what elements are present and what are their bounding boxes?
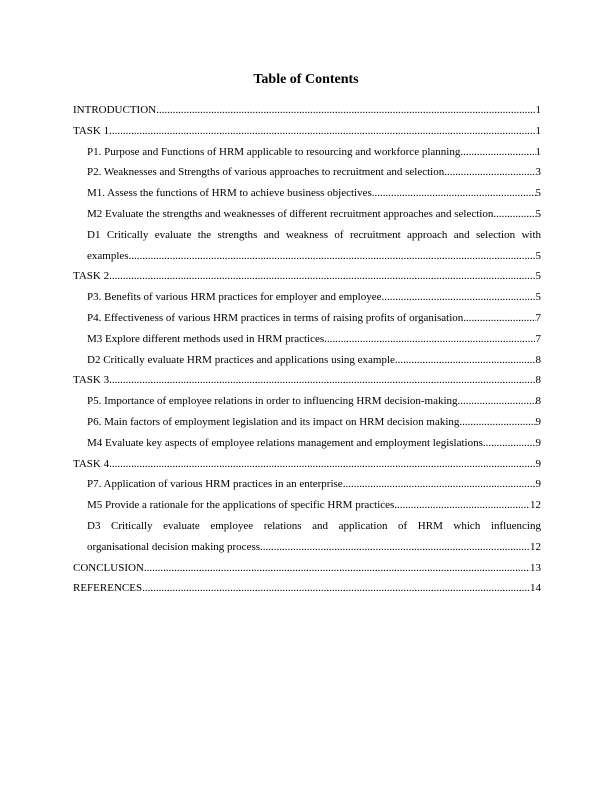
toc-page-number: 8: [535, 353, 541, 366]
toc-page-number: 1: [535, 145, 541, 158]
toc-entry-conclusion[interactable]: [73, 558, 541, 579]
toc-dot-leader: [129, 246, 536, 267]
toc-page-number: 12: [530, 540, 541, 553]
toc-dot-leader: [381, 287, 535, 308]
toc-entry-text-line-1: D1 Critically evaluate the strengths and weakness of recruitment approach and selection with: [87, 228, 541, 241]
toc-entry-text: P6. Main factors of employment legislation and its impact on HRM decision making: [87, 415, 460, 428]
toc-page-number: 9: [535, 478, 541, 491]
toc-entry-text: P3. Benefits of various HRM practices for employer and employee: [87, 291, 382, 304]
toc-page-number: 14: [530, 582, 541, 595]
toc-dot-leader: [372, 183, 536, 204]
toc-entry-text: M5 Provide a rationale for the applications of specific HRM practices: [87, 499, 395, 512]
toc-entry-p4[interactable]: [73, 308, 541, 329]
toc-entry-d1[interactable]: [73, 225, 541, 267]
toc-entry-p6[interactable]: [73, 412, 541, 433]
toc-dot-leader: [460, 142, 535, 163]
toc-entry-task-1[interactable]: [73, 121, 541, 142]
toc-entry-text: M1. Assess the functions of HRM to achieve business objectives: [87, 187, 372, 200]
toc-entry-text-line-1: D3 Critically evaluate employee relations and application of HRM which influencing: [87, 519, 541, 532]
toc-page-number: 9: [535, 415, 541, 428]
toc-dot-leader: [142, 578, 530, 599]
toc-dot-leader: [324, 329, 535, 350]
toc-dot-leader: [483, 433, 536, 454]
toc-entry-text: TASK 3: [73, 374, 110, 387]
toc-entry-text: D2 Critically evaluate HRM practices and applications using example: [87, 353, 395, 366]
toc-entry-m2[interactable]: [73, 204, 541, 225]
toc-page-number: 5: [535, 291, 541, 304]
toc-dot-leader: [496, 204, 535, 225]
toc-dot-leader: [343, 474, 536, 495]
toc-page-number: 5: [535, 207, 541, 220]
toc-page-number: 8: [535, 395, 541, 408]
toc-page-number: 12: [530, 499, 541, 512]
toc-entry-text: M3 Explore different methods used in HRM practices: [87, 332, 325, 345]
toc-entry-text: M4 Evaluate key aspects of employee relations management and employment legislations: [87, 436, 483, 449]
toc-entry-d3[interactable]: [73, 516, 541, 558]
toc-entry-m1[interactable]: [73, 183, 541, 204]
toc-entry-text: P4. Effectiveness of various HRM practices in terms of raising profits of organisation: [87, 311, 464, 324]
toc-entry-text: P5. Importance of employee relations in order to influencing HRM decision-making: [87, 395, 458, 408]
toc-entry-continuation: [87, 246, 541, 267]
toc-entry-introduction[interactable]: [73, 100, 541, 121]
toc-dot-leader: [156, 100, 535, 121]
toc-entry-d2[interactable]: [73, 350, 541, 371]
toc-dot-leader: [395, 350, 536, 371]
toc-dot-leader: [109, 266, 535, 287]
toc-dot-leader: [463, 308, 535, 329]
toc-page-number: 7: [535, 332, 541, 345]
toc-dot-leader: [109, 454, 535, 475]
toc-page-number: 5: [535, 249, 541, 262]
toc-list: [73, 100, 541, 599]
toc-entry-text-line-2: examples: [87, 249, 129, 262]
toc-dot-leader: [458, 391, 536, 412]
toc-dot-leader: [109, 370, 535, 391]
toc-entry-text-line-2: organisational decision making process: [87, 540, 261, 553]
toc-entry-text: P1. Purpose and Functions of HRM applicable to resourcing and workforce planning: [87, 145, 461, 158]
toc-page-number: 9: [535, 436, 541, 449]
toc-entry-text: TASK 2: [73, 270, 110, 283]
toc-dot-leader: [109, 121, 535, 142]
toc-entry-text: REFERENCES: [73, 582, 143, 595]
toc-page-number: 1: [535, 124, 541, 137]
toc-entry-p3[interactable]: [73, 287, 541, 308]
toc-entry-text: P2. Weaknesses and Strengths of various approaches to recruitment and selection: [87, 166, 445, 179]
toc-entry-task-4[interactable]: [73, 454, 541, 475]
toc-title: Table of Contents: [253, 72, 359, 87]
toc-entry-m4[interactable]: [73, 433, 541, 454]
toc-entry-text: P7. Application of various HRM practices in an enterprise: [87, 478, 343, 491]
toc-page-number: 3: [535, 166, 541, 179]
toc-page-number: 5: [535, 187, 541, 200]
toc-entry-task-3[interactable]: [73, 370, 541, 391]
toc-dot-leader: [459, 412, 535, 433]
toc-dot-leader: [444, 162, 535, 183]
toc-entry-p7[interactable]: [73, 474, 541, 495]
toc-entry-text: INTRODUCTION: [73, 104, 157, 116]
toc-entry-p1[interactable]: [73, 142, 541, 163]
toc-page-number: 7: [535, 311, 541, 324]
toc-entry-text: CONCLUSION: [73, 561, 144, 574]
toc-page-number: 1: [535, 104, 541, 116]
toc-entry-text: M2 Evaluate the strengths and weaknesses of different recruitment approaches and selection.: [87, 207, 497, 220]
toc-entry-text: TASK 4: [73, 457, 110, 470]
toc-dot-leader: [260, 537, 530, 558]
toc-dot-leader: [394, 495, 530, 516]
toc-entry-text: TASK 1: [73, 124, 110, 137]
toc-entry-p5[interactable]: [73, 391, 541, 412]
toc-entry-m3[interactable]: [73, 329, 541, 350]
toc-entry-continuation: [87, 537, 541, 558]
toc-dot-leader: [144, 558, 530, 579]
toc-page-number: 13: [530, 561, 541, 574]
toc-page-number: 8: [535, 374, 541, 387]
toc-entry-m5[interactable]: [73, 495, 541, 516]
toc-page-number: 5: [535, 270, 541, 283]
toc-entry-task-2[interactable]: [73, 266, 541, 287]
toc-page-number: 9: [535, 457, 541, 470]
toc-entry-references[interactable]: [73, 578, 541, 599]
toc-entry-p2[interactable]: [73, 162, 541, 183]
